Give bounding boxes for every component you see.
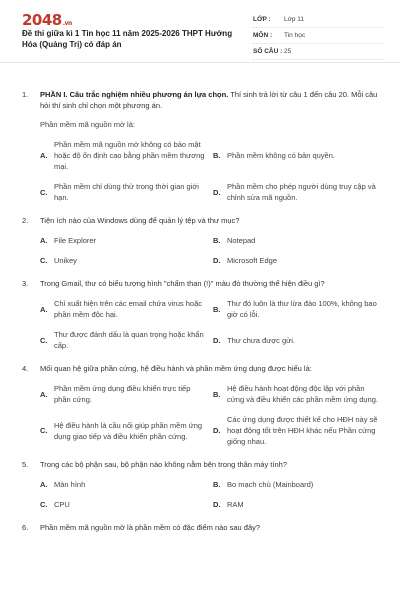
options [40,383,378,447]
question-body: Thí sinh trả lời từ câu 1 đến câu 20. Mỗi câu hỏi thí sinh chỉ chọn một phương án. [40,90,378,110]
option-text: Hệ điều hành là cầu nối giúp phần mềm ứng dụng giao tiếp và điều khiển phần cứng. [54,420,203,441]
option-letter: C. [40,426,48,435]
option-d[interactable] [213,499,378,510]
question-number: 3. [22,279,29,288]
logo-suffix: .vn [62,20,72,27]
option-letter: C. [40,500,48,509]
option-letter: A. [40,304,48,314]
options [40,139,378,203]
option-a[interactable] [40,479,205,490]
option-text: Microsoft Edge [227,256,278,265]
option-text: File Explorer [54,236,97,245]
option-b[interactable] [213,235,378,246]
question-text: Tiện ích nào của Windows dùng để quản lý tệp và thư mục? [40,216,240,225]
option-letter: A. [40,151,48,160]
question-text: Phần mềm mã nguồn mở là phần mềm có đặc điểm nào sau đây? [40,523,261,532]
question-number: 5. [22,460,29,469]
option-letter: B. [213,480,221,489]
option-d[interactable] [213,329,378,351]
option-text: Bo mạch chủ (Mainboard) [227,480,314,489]
question-prompt: Phần mềm mã nguồn mở là: [40,120,135,129]
option-letter: D. [213,426,221,435]
meta-value: 25 [284,48,292,55]
meta-table [253,12,383,60]
meta-row-subject [253,28,383,44]
option-text: Thư chưa được gửi. [227,335,295,345]
question-number: 1. [22,90,29,99]
option-letter: C. [40,256,48,265]
question-5 [22,459,378,510]
option-d[interactable] [213,255,378,266]
option-letter: A. [40,236,48,245]
option-d[interactable] [213,181,378,203]
option-text: Hệ điều hành hoạt động độc lập với phần cứng và điều khiển các phần mềm ứng dụng. [227,384,378,404]
option-a[interactable] [40,235,205,246]
option-letter: D. [213,500,221,509]
option-a[interactable] [40,298,205,320]
option-text: Phần mềm không có bản quyền. [227,151,335,160]
option-letter: B. [213,389,221,399]
question-3 [22,278,378,351]
meta-key: MÔN : [253,32,273,39]
option-text: Chỉ xuất hiện trên các email chứa virus hoặc phần mềm độc hại. [54,299,203,319]
option-letter: B. [213,151,221,160]
meta-row-class [253,12,383,28]
option-c[interactable] [40,255,205,266]
options [40,235,378,266]
option-text: Notepad [227,236,256,245]
option-text: Màn hình [54,480,86,489]
question-1 [22,89,378,203]
option-text: Phần mềm cho phép người dùng truy cập và chỉnh sửa mã nguồn. [227,182,376,202]
option-text: Thư được đánh dấu là quan trọng hoặc khẩn cấp. [54,330,204,350]
option-letter: B. [213,236,221,245]
meta-key: LỚP : [253,16,271,23]
meta-key: SỐ CÂU : [253,48,283,55]
option-text: Thư đó luôn là thư lừa đảo 100%, không bao giờ có lỗi. [227,299,377,319]
option-d[interactable] [213,414,378,447]
question-2 [22,215,378,266]
document-title: Đề thi giữa kì 1 Tin học 11 năm 2025-2026 THPT Hướng Hóa (Quảng Trị) có đáp án [22,29,233,49]
question-list [0,63,400,533]
option-letter: D. [213,335,221,345]
question-6 [22,522,378,533]
meta-value: Tin học [284,32,306,39]
option-b[interactable] [213,383,378,405]
option-letter: C. [40,335,48,345]
option-letter: B. [213,304,221,314]
question-4 [22,363,378,447]
option-letter: D. [213,187,221,197]
option-text: Các ứng dụng được thiết kế cho HĐH này sẽ hoạt động tốt trên HĐH khác nếu Phần cứng giống nhau. [227,415,378,446]
option-letter: D. [213,256,221,265]
option-b[interactable] [213,298,378,320]
meta-row-count [253,44,383,60]
option-text: CPU [54,500,70,509]
option-c[interactable] [40,329,205,351]
question-text [40,89,378,111]
option-b[interactable] [213,139,378,172]
option-c[interactable] [40,181,205,203]
option-letter: C. [40,187,48,197]
question-text: Trong các bộ phận sau, bộ phận nào không nằm bên trong thân máy tính? [40,460,287,469]
option-text: Phần mềm mã nguồn mở không có bảo mật hoặc độ ổn định cao bằng phần mềm thương mại. [54,140,205,171]
option-text: Unikey [54,256,77,265]
question-number: 4. [22,364,29,373]
document-header [0,0,400,63]
meta-value: Lớp 11 [284,16,305,23]
option-b[interactable] [213,479,378,490]
question-text: Trong Gmail, thư có biểu tượng hình "chấm than (!)" màu đỏ thường thể hiện điều gì? [40,279,325,288]
option-c[interactable] [40,414,205,447]
option-letter: A. [40,389,48,399]
question-number: 6. [22,523,29,532]
logo-text: 2048 [22,11,62,29]
site-logo[interactable] [22,11,72,29]
question-text: Mối quan hệ giữa phần cứng, hệ điều hành và phần mềm ứng dụng được hiểu là: [40,364,312,373]
option-letter: A. [40,480,48,489]
option-a[interactable] [40,383,205,405]
option-c[interactable] [40,499,205,510]
option-text: Phần mềm ứng dụng điều khiển trực tiếp phần cứng. [54,384,191,404]
option-text: RAM [227,500,244,509]
options [40,479,378,510]
option-a[interactable] [40,139,205,172]
options [40,298,378,351]
section-lead: PHẦN I. Câu trắc nghiệm nhiều phương án lựa chọn. [40,90,229,99]
option-text: Phần mềm chỉ dùng thử trong thời gian giới hạn. [54,182,199,202]
question-number: 2. [22,216,29,225]
